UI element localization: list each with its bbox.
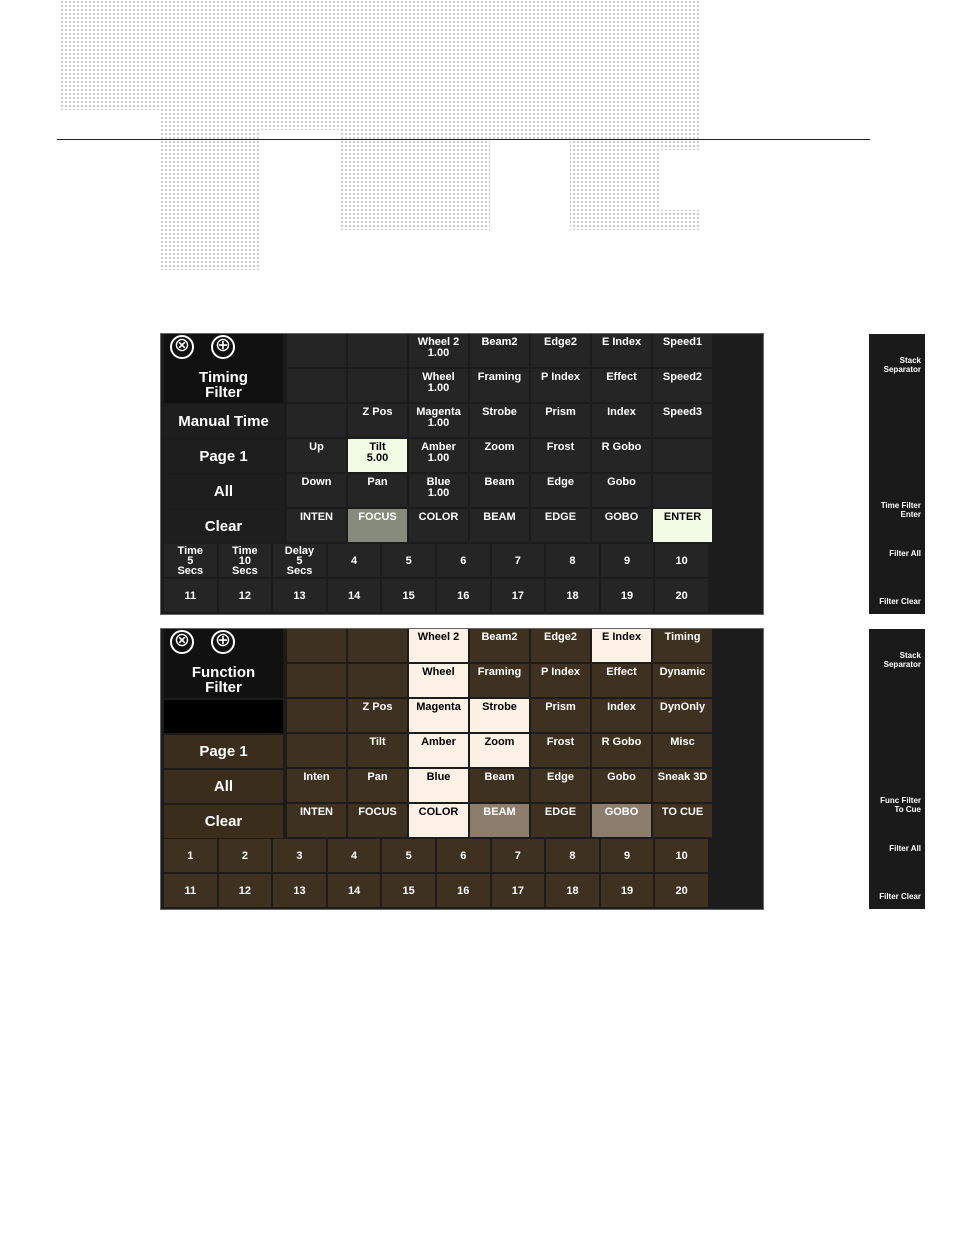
number-key-time[interactable]: Time 10 Secs: [219, 544, 272, 577]
number-key-19[interactable]: 19: [601, 579, 654, 612]
time-filter-enter-label: Time Filter Enter: [880, 501, 921, 519]
clear-button[interactable]: Clear: [164, 510, 283, 543]
attr-key-inten[interactable]: INTEN: [287, 509, 346, 542]
attr-key-edge[interactable]: Edge: [531, 769, 590, 802]
attr-key-inten[interactable]: Inten: [287, 769, 346, 802]
number-key-17[interactable]: 17: [492, 579, 545, 612]
function-filter-panel: [160, 628, 921, 910]
attr-key-empty: [653, 474, 712, 507]
number-key-10[interactable]: 10: [655, 839, 708, 872]
close-icon[interactable]: ⊗: [170, 630, 194, 654]
stack-separator-label: Stack Separator: [883, 651, 921, 669]
attr-key-amber[interactable]: Amber 1.00: [409, 439, 468, 472]
number-key-15[interactable]: 15: [382, 874, 435, 907]
timing-control-column: [164, 334, 283, 542]
attr-key-magenta[interactable]: Magenta 1.00: [409, 404, 468, 437]
function-number-keys: [164, 839, 708, 907]
attr-key-gobo[interactable]: Gobo: [592, 474, 651, 507]
number-key-1[interactable]: 1: [164, 839, 217, 872]
attr-key-wheel[interactable]: Wheel 1.00: [409, 369, 468, 402]
attr-key-speed1[interactable]: Speed1: [653, 334, 712, 367]
attr-key-edge[interactable]: Edge: [531, 474, 590, 507]
attr-key-frost[interactable]: Frost: [531, 734, 590, 767]
function-control-column: [164, 629, 283, 837]
attr-key-color[interactable]: COLOR: [409, 804, 468, 837]
empty-control-slot: [164, 700, 283, 733]
number-key-9[interactable]: 9: [601, 544, 654, 577]
attr-key-empty: [653, 439, 712, 472]
attr-key-beam2[interactable]: Beam2: [470, 629, 529, 662]
number-key-12[interactable]: 12: [219, 874, 272, 907]
number-key-4[interactable]: 4: [328, 544, 381, 577]
attr-key-edge[interactable]: EDGE: [531, 804, 590, 837]
attr-key-empty: [287, 699, 346, 732]
filter-all-label: Filter All: [889, 844, 921, 853]
number-key-7[interactable]: 7: [492, 544, 545, 577]
attr-key-empty: [287, 334, 346, 367]
attr-key-edge2[interactable]: Edge2: [531, 629, 590, 662]
number-key-20[interactable]: 20: [655, 579, 708, 612]
number-key-18[interactable]: 18: [546, 874, 599, 907]
manual-time-button[interactable]: Manual Time: [164, 405, 283, 438]
attr-key-r-gobo[interactable]: R Gobo: [592, 439, 651, 472]
number-key-14[interactable]: 14: [328, 874, 381, 907]
all-button[interactable]: All: [164, 475, 283, 508]
attr-key-pan[interactable]: Pan: [348, 769, 407, 802]
number-key-5[interactable]: 5: [382, 544, 435, 577]
attr-key-edge[interactable]: EDGE: [531, 509, 590, 542]
attr-key-tilt[interactable]: Tilt: [348, 734, 407, 767]
stack-separator-label: Stack Separator: [883, 356, 921, 374]
attr-key-zoom[interactable]: Zoom: [470, 734, 529, 767]
number-key-5[interactable]: 5: [382, 839, 435, 872]
add-icon[interactable]: ⊕: [211, 630, 235, 654]
attr-key-edge2[interactable]: Edge2: [531, 334, 590, 367]
attr-key-wheel[interactable]: Wheel: [409, 664, 468, 697]
number-key-11[interactable]: 11: [164, 874, 217, 907]
function-attribute-grid: [287, 629, 712, 837]
attr-key-amber[interactable]: Amber: [409, 734, 468, 767]
timing-number-keys: [164, 544, 708, 612]
attr-key-empty: [287, 369, 346, 402]
attr-key-pan[interactable]: Pan: [348, 474, 407, 507]
func-filter-to-cue-label: Func Filter To Cue: [880, 796, 921, 814]
attr-key-empty: [287, 629, 346, 662]
number-key-19[interactable]: 19: [601, 874, 654, 907]
attr-key-empty: [287, 664, 346, 697]
close-icon[interactable]: ⊗: [170, 335, 194, 359]
number-key-18[interactable]: 18: [546, 579, 599, 612]
attr-key-zoom[interactable]: Zoom: [470, 439, 529, 472]
number-key-17[interactable]: 17: [492, 874, 545, 907]
attr-key-z-pos[interactable]: Z Pos: [348, 699, 407, 732]
attr-key-gobo[interactable]: Gobo: [592, 769, 651, 802]
number-key-12[interactable]: 12: [219, 579, 272, 612]
number-key-14[interactable]: 14: [328, 579, 381, 612]
timing-side-labels: [869, 334, 925, 614]
world-map-background: [40, 0, 700, 270]
number-key-6[interactable]: 6: [437, 839, 490, 872]
attr-key-framing[interactable]: Framing: [470, 369, 529, 402]
attr-key-beam[interactable]: BEAM: [470, 804, 529, 837]
attr-key-gobo[interactable]: GOBO: [592, 804, 651, 837]
all-button[interactable]: All: [164, 770, 283, 803]
attr-key-framing[interactable]: Framing: [470, 664, 529, 697]
attr-key-p-index[interactable]: P Index: [531, 664, 590, 697]
number-key-13[interactable]: 13: [273, 579, 326, 612]
attr-key-empty: [348, 334, 407, 367]
attr-key-blue[interactable]: Blue: [409, 769, 468, 802]
attr-key-enter[interactable]: ENTER: [653, 509, 712, 542]
filter-all-label: Filter All: [889, 549, 921, 558]
attr-key-e-index[interactable]: E Index: [592, 334, 651, 367]
function-side-labels: [869, 629, 925, 909]
attr-key-gobo[interactable]: GOBO: [592, 509, 651, 542]
attr-key-empty: [348, 664, 407, 697]
clear-button[interactable]: Clear: [164, 805, 283, 838]
timing-attribute-grid: [287, 334, 712, 542]
number-key-time[interactable]: Time 5 Secs: [164, 544, 217, 577]
attr-key-empty: [348, 369, 407, 402]
number-key-delay[interactable]: Delay 5 Secs: [273, 544, 326, 577]
timing-filter-header: [164, 334, 283, 403]
attr-key-speed2[interactable]: Speed2: [653, 369, 712, 402]
attr-key-frost[interactable]: Frost: [531, 439, 590, 472]
number-key-6[interactable]: 6: [437, 544, 490, 577]
attr-key-index[interactable]: Index: [592, 404, 651, 437]
attr-key-down[interactable]: Down: [287, 474, 346, 507]
filter-clear-label: Filter Clear: [879, 597, 921, 606]
number-key-16[interactable]: 16: [437, 579, 490, 612]
number-key-8[interactable]: 8: [546, 839, 599, 872]
page-button[interactable]: Page 1: [164, 440, 283, 473]
attr-key-misc[interactable]: Misc: [653, 734, 712, 767]
attr-key-sneak-3d[interactable]: Sneak 3D: [653, 769, 712, 802]
attr-key-up[interactable]: Up: [287, 439, 346, 472]
attr-key-blue[interactable]: Blue 1.00: [409, 474, 468, 507]
attr-key-beam[interactable]: Beam: [470, 769, 529, 802]
attr-key-dynonly[interactable]: DynOnly: [653, 699, 712, 732]
attr-key-beam[interactable]: Beam: [470, 474, 529, 507]
attr-key-magenta[interactable]: Magenta: [409, 699, 468, 732]
page-button[interactable]: Page 1: [164, 735, 283, 768]
attr-key-tilt[interactable]: Tilt 5.00: [348, 439, 407, 472]
attr-key-inten[interactable]: INTEN: [287, 804, 346, 837]
number-key-7[interactable]: 7: [492, 839, 545, 872]
function-filter-header: [164, 629, 283, 698]
timing-filter-title: Timing Filter: [199, 369, 248, 401]
attr-key-effect[interactable]: Effect: [592, 369, 651, 402]
filter-clear-label: Filter Clear: [879, 892, 921, 901]
number-key-4[interactable]: 4: [328, 839, 381, 872]
attr-key-empty: [287, 734, 346, 767]
attr-key-prism[interactable]: Prism: [531, 699, 590, 732]
number-key-9[interactable]: 9: [601, 839, 654, 872]
number-key-2[interactable]: 2: [219, 839, 272, 872]
attr-key-timing[interactable]: Timing: [653, 629, 712, 662]
attr-key-strobe[interactable]: Strobe: [470, 404, 529, 437]
attr-key-beam2[interactable]: Beam2: [470, 334, 529, 367]
attr-key-z-pos[interactable]: Z Pos: [348, 404, 407, 437]
function-filter-title: Function Filter: [191, 664, 256, 696]
attr-key-speed3[interactable]: Speed3: [653, 404, 712, 437]
attr-key-focus[interactable]: FOCUS: [348, 509, 407, 542]
attr-key-color[interactable]: COLOR: [409, 509, 468, 542]
attr-key-wheel-2[interactable]: Wheel 2 1.00: [409, 334, 468, 367]
number-key-16[interactable]: 16: [437, 874, 490, 907]
number-key-20[interactable]: 20: [655, 874, 708, 907]
number-key-8[interactable]: 8: [546, 544, 599, 577]
attr-key-prism[interactable]: Prism: [531, 404, 590, 437]
timing-filter-panel: [160, 333, 921, 615]
attr-key-effect[interactable]: Effect: [592, 664, 651, 697]
attr-key-dynamic[interactable]: Dynamic: [653, 664, 712, 697]
attr-key-index[interactable]: Index: [592, 699, 651, 732]
attr-key-beam[interactable]: BEAM: [470, 509, 529, 542]
attr-key-strobe[interactable]: Strobe: [470, 699, 529, 732]
number-key-10[interactable]: 10: [655, 544, 708, 577]
header-rule: [57, 139, 870, 140]
number-key-13[interactable]: 13: [273, 874, 326, 907]
number-key-15[interactable]: 15: [382, 579, 435, 612]
number-key-11[interactable]: 11: [164, 579, 217, 612]
add-icon[interactable]: ⊕: [211, 335, 235, 359]
attr-key-to-cue[interactable]: TO CUE: [653, 804, 712, 837]
attr-key-wheel-2[interactable]: Wheel 2: [409, 629, 468, 662]
attr-key-p-index[interactable]: P Index: [531, 369, 590, 402]
attr-key-e-index[interactable]: E Index: [592, 629, 651, 662]
attr-key-empty: [348, 629, 407, 662]
number-key-3[interactable]: 3: [273, 839, 326, 872]
attr-key-empty: [287, 404, 346, 437]
attr-key-focus[interactable]: FOCUS: [348, 804, 407, 837]
attr-key-r-gobo[interactable]: R Gobo: [592, 734, 651, 767]
